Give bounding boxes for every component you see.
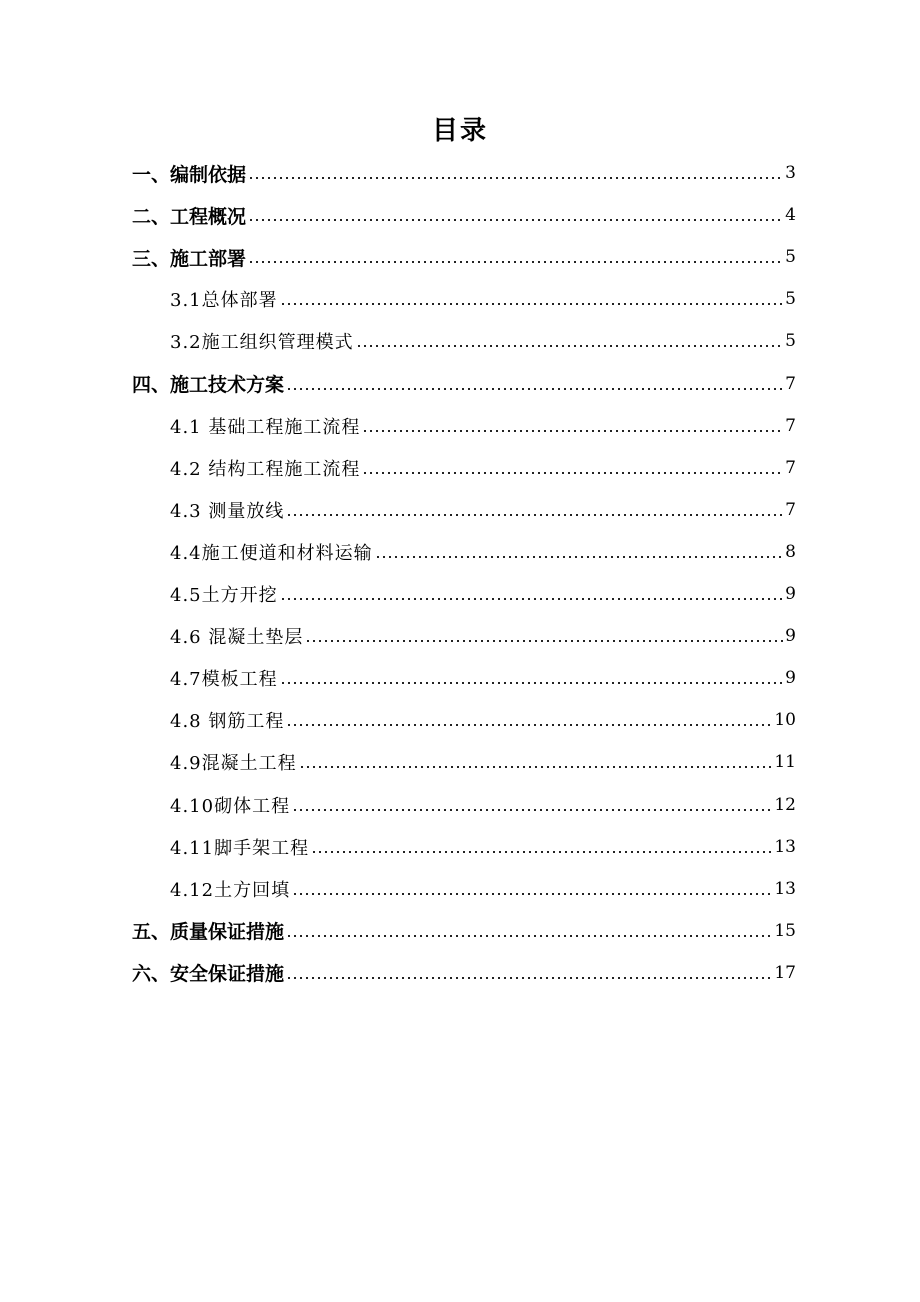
toc-entry-label: 3.1总体部署 [170,290,278,312]
toc-page-number: 9 [785,668,796,689]
toc-page-number: 9 [785,626,796,647]
toc-entry-label: 三、施工部署 [132,247,247,270]
dot-leader [305,640,783,642]
toc-page-number: 5 [785,247,796,268]
toc-page-number: 3 [785,163,796,183]
toc-chapter[interactable] [132,200,796,230]
toc-entry-label: 二、工程概况 [132,205,247,228]
toc-page-number: 13 [774,836,796,857]
toc-page-number: 17 [774,962,796,983]
dot-leader [280,303,784,305]
toc-page-number: 5 [785,331,796,352]
toc-section[interactable] [170,621,796,651]
dot-leader [286,724,772,726]
toc-page-number: 12 [774,794,796,815]
toc-entry-label: 4.7模板工程 [170,669,278,691]
toc-page-number: 4 [785,205,796,226]
dot-leader [375,556,784,558]
toc-entry-label: 4.4施工便道和材料运输 [170,542,373,564]
toc-page-number: 7 [785,415,796,436]
toc-entry-label: 4.8 钢筋工程 [170,711,285,733]
toc-entry-label: 4.12土方回填 [170,879,291,901]
dot-leader [286,388,783,390]
toc-entry-label: 4.6 混凝土垫层 [170,627,304,649]
toc-section[interactable] [170,326,796,356]
dot-leader [292,809,772,811]
dot-leader [280,682,784,684]
page-title: 目录 [431,116,488,146]
dot-leader [248,177,783,179]
toc-section[interactable] [170,832,796,862]
toc-chapter[interactable] [132,916,796,946]
toc-page-number: 9 [785,584,796,604]
dot-leader [286,935,772,937]
toc-entry-label: 3.2施工组织管理模式 [170,332,354,354]
dot-leader [248,261,783,263]
toc-section[interactable] [170,284,796,314]
toc-chapter[interactable] [132,958,796,988]
toc-page-number: 5 [785,289,796,310]
dot-leader [248,219,783,221]
toc-entry-label: 五、质量保证措施 [132,921,285,944]
toc-section[interactable] [170,537,796,567]
toc-entry-label: 一、编制依据 [132,163,247,186]
toc-section[interactable] [170,790,796,820]
toc-page-number: 11 [774,752,796,773]
toc-section[interactable] [170,495,796,525]
toc-entry-label: 六、安全保证措施 [132,963,285,986]
dot-leader [286,514,783,516]
toc-section[interactable] [170,411,796,441]
toc-page-number: 10 [774,710,796,731]
toc-section[interactable] [170,453,796,483]
toc-section[interactable] [170,579,796,609]
toc-entry-label: 4.5土方开挖 [170,585,278,606]
toc-entry-label: 4.2 结构工程施工流程 [170,458,361,480]
toc-section[interactable] [170,874,796,904]
toc-section[interactable] [170,663,796,693]
dot-leader [286,977,772,979]
toc-page-number: 7 [785,499,796,520]
toc-section[interactable] [170,705,796,735]
toc-section[interactable] [170,747,796,777]
toc-page-number: 7 [785,373,796,394]
toc-page-number: 15 [774,920,796,941]
dot-leader [362,430,783,432]
dot-leader [356,345,784,347]
toc-page-number: 13 [774,878,796,899]
toc-entry-label: 4.11脚手架工程 [170,837,310,859]
toc-page-number: 7 [785,457,796,478]
dot-leader [292,893,772,895]
toc-entry-label: 四、施工技术方案 [132,374,285,396]
dot-leader [311,851,772,853]
toc-entry-label: 4.1 基础工程施工流程 [170,416,361,438]
dot-leader [280,598,784,600]
toc-chapter[interactable] [132,369,796,399]
toc-chapter[interactable] [132,242,796,272]
toc-page-number: 8 [785,541,796,562]
dot-leader [299,766,773,768]
toc-entry-label: 4.9混凝土工程 [170,753,297,775]
toc-entry-label: 4.3 测量放线 [170,500,285,522]
toc-chapter[interactable] [132,158,796,188]
dot-leader [362,472,783,474]
toc-entry-label: 4.10砌体工程 [170,795,291,817]
